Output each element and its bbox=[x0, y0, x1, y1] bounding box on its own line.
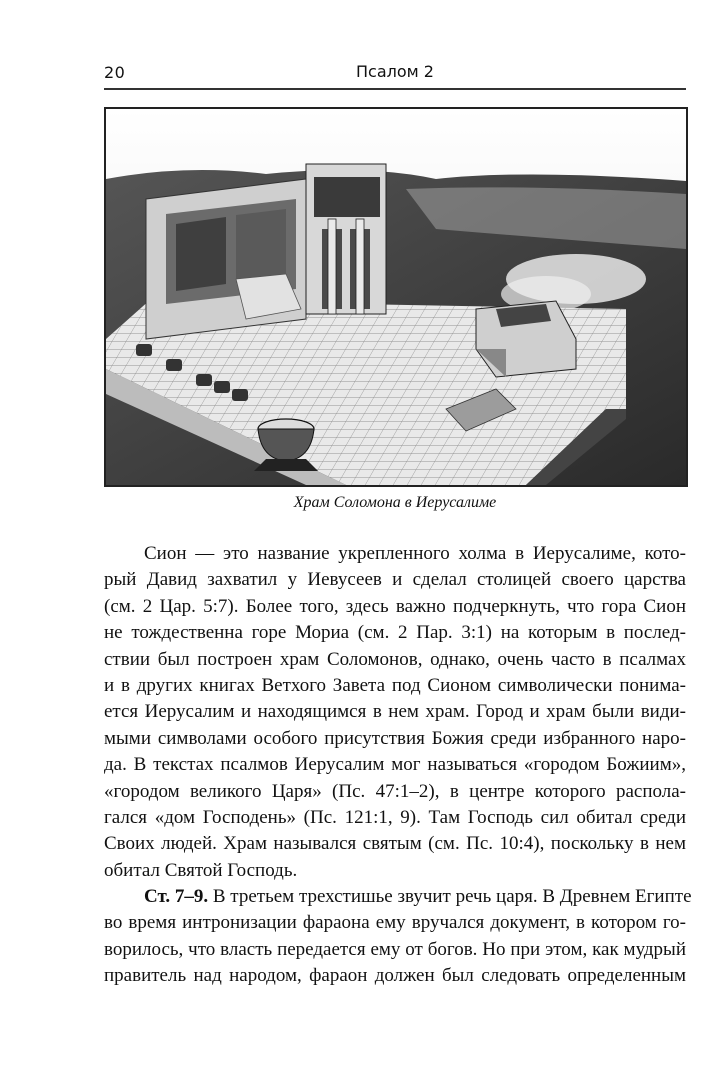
text-line bbox=[104, 884, 692, 910]
text-line: ствии был построен храм Соломонов, однако, очень часто в псалмах bbox=[104, 648, 686, 670]
text-line: «городом великого Царя» (Пс. 47:1–2), в центре которого распола- bbox=[104, 780, 686, 802]
body-text bbox=[104, 541, 692, 990]
text-line: ется Иерусалим и находящимся в нем храм. Город и храм были види- bbox=[104, 701, 686, 723]
running-head: Псалом 2 bbox=[356, 62, 434, 81]
figure-caption: Храм Соломона в Иерусалиме bbox=[293, 494, 497, 511]
text-line: не тождественна горе Мориа (см. 2 Пар. 3:1) на которым в послед- bbox=[104, 622, 686, 644]
temple-illustration bbox=[104, 107, 688, 487]
header-rule bbox=[104, 88, 686, 90]
text-line: обитал Святой Господь. bbox=[104, 859, 298, 881]
text-line: правитель над народом, фараон должен был следовать определенным bbox=[104, 965, 686, 987]
text-line: гался «дом Господень» (Пс. 121:1, 9). Там Господь сил обитал среди bbox=[104, 806, 686, 828]
text-line: (см. 2 Цар. 5:7). Более того, здесь важно подчеркнуть, что гора Сион bbox=[104, 595, 686, 617]
text-line: Своих людей. Храм назывался святым (см. Пс. 10:4), поскольку в нем bbox=[104, 833, 686, 855]
verse-reference: Ст. 7–9. bbox=[144, 886, 209, 908]
page-number: 20 bbox=[104, 63, 126, 82]
text-line: во время интронизации фараона ему вручался документ, в котором го- bbox=[104, 912, 686, 934]
temple-illustration-drawing bbox=[106, 109, 686, 485]
text-line: мыми символами особого присутствия Божия среди избранного наро- bbox=[104, 727, 686, 749]
text-line: Сион — это название укрепленного холма в Иерусалиме, кото- bbox=[144, 543, 686, 564]
page-header bbox=[104, 60, 686, 90]
text-line: да. В текстах псалмов Иерусалим мог называться «городом Божиим», bbox=[104, 754, 686, 776]
text-line: ворилось, что власть передается ему от богов. Но при этом, как мудрый bbox=[104, 938, 686, 960]
text-line: и в других книгах Ветхого Завета под Сионом символически понима- bbox=[104, 674, 686, 696]
text-line: рый Давид захватил у Иевусеев и сделал столицей своего царства bbox=[104, 569, 686, 591]
text-line-content: В третьем трехстишье звучит речь царя. В Древнем Египте bbox=[208, 886, 692, 908]
